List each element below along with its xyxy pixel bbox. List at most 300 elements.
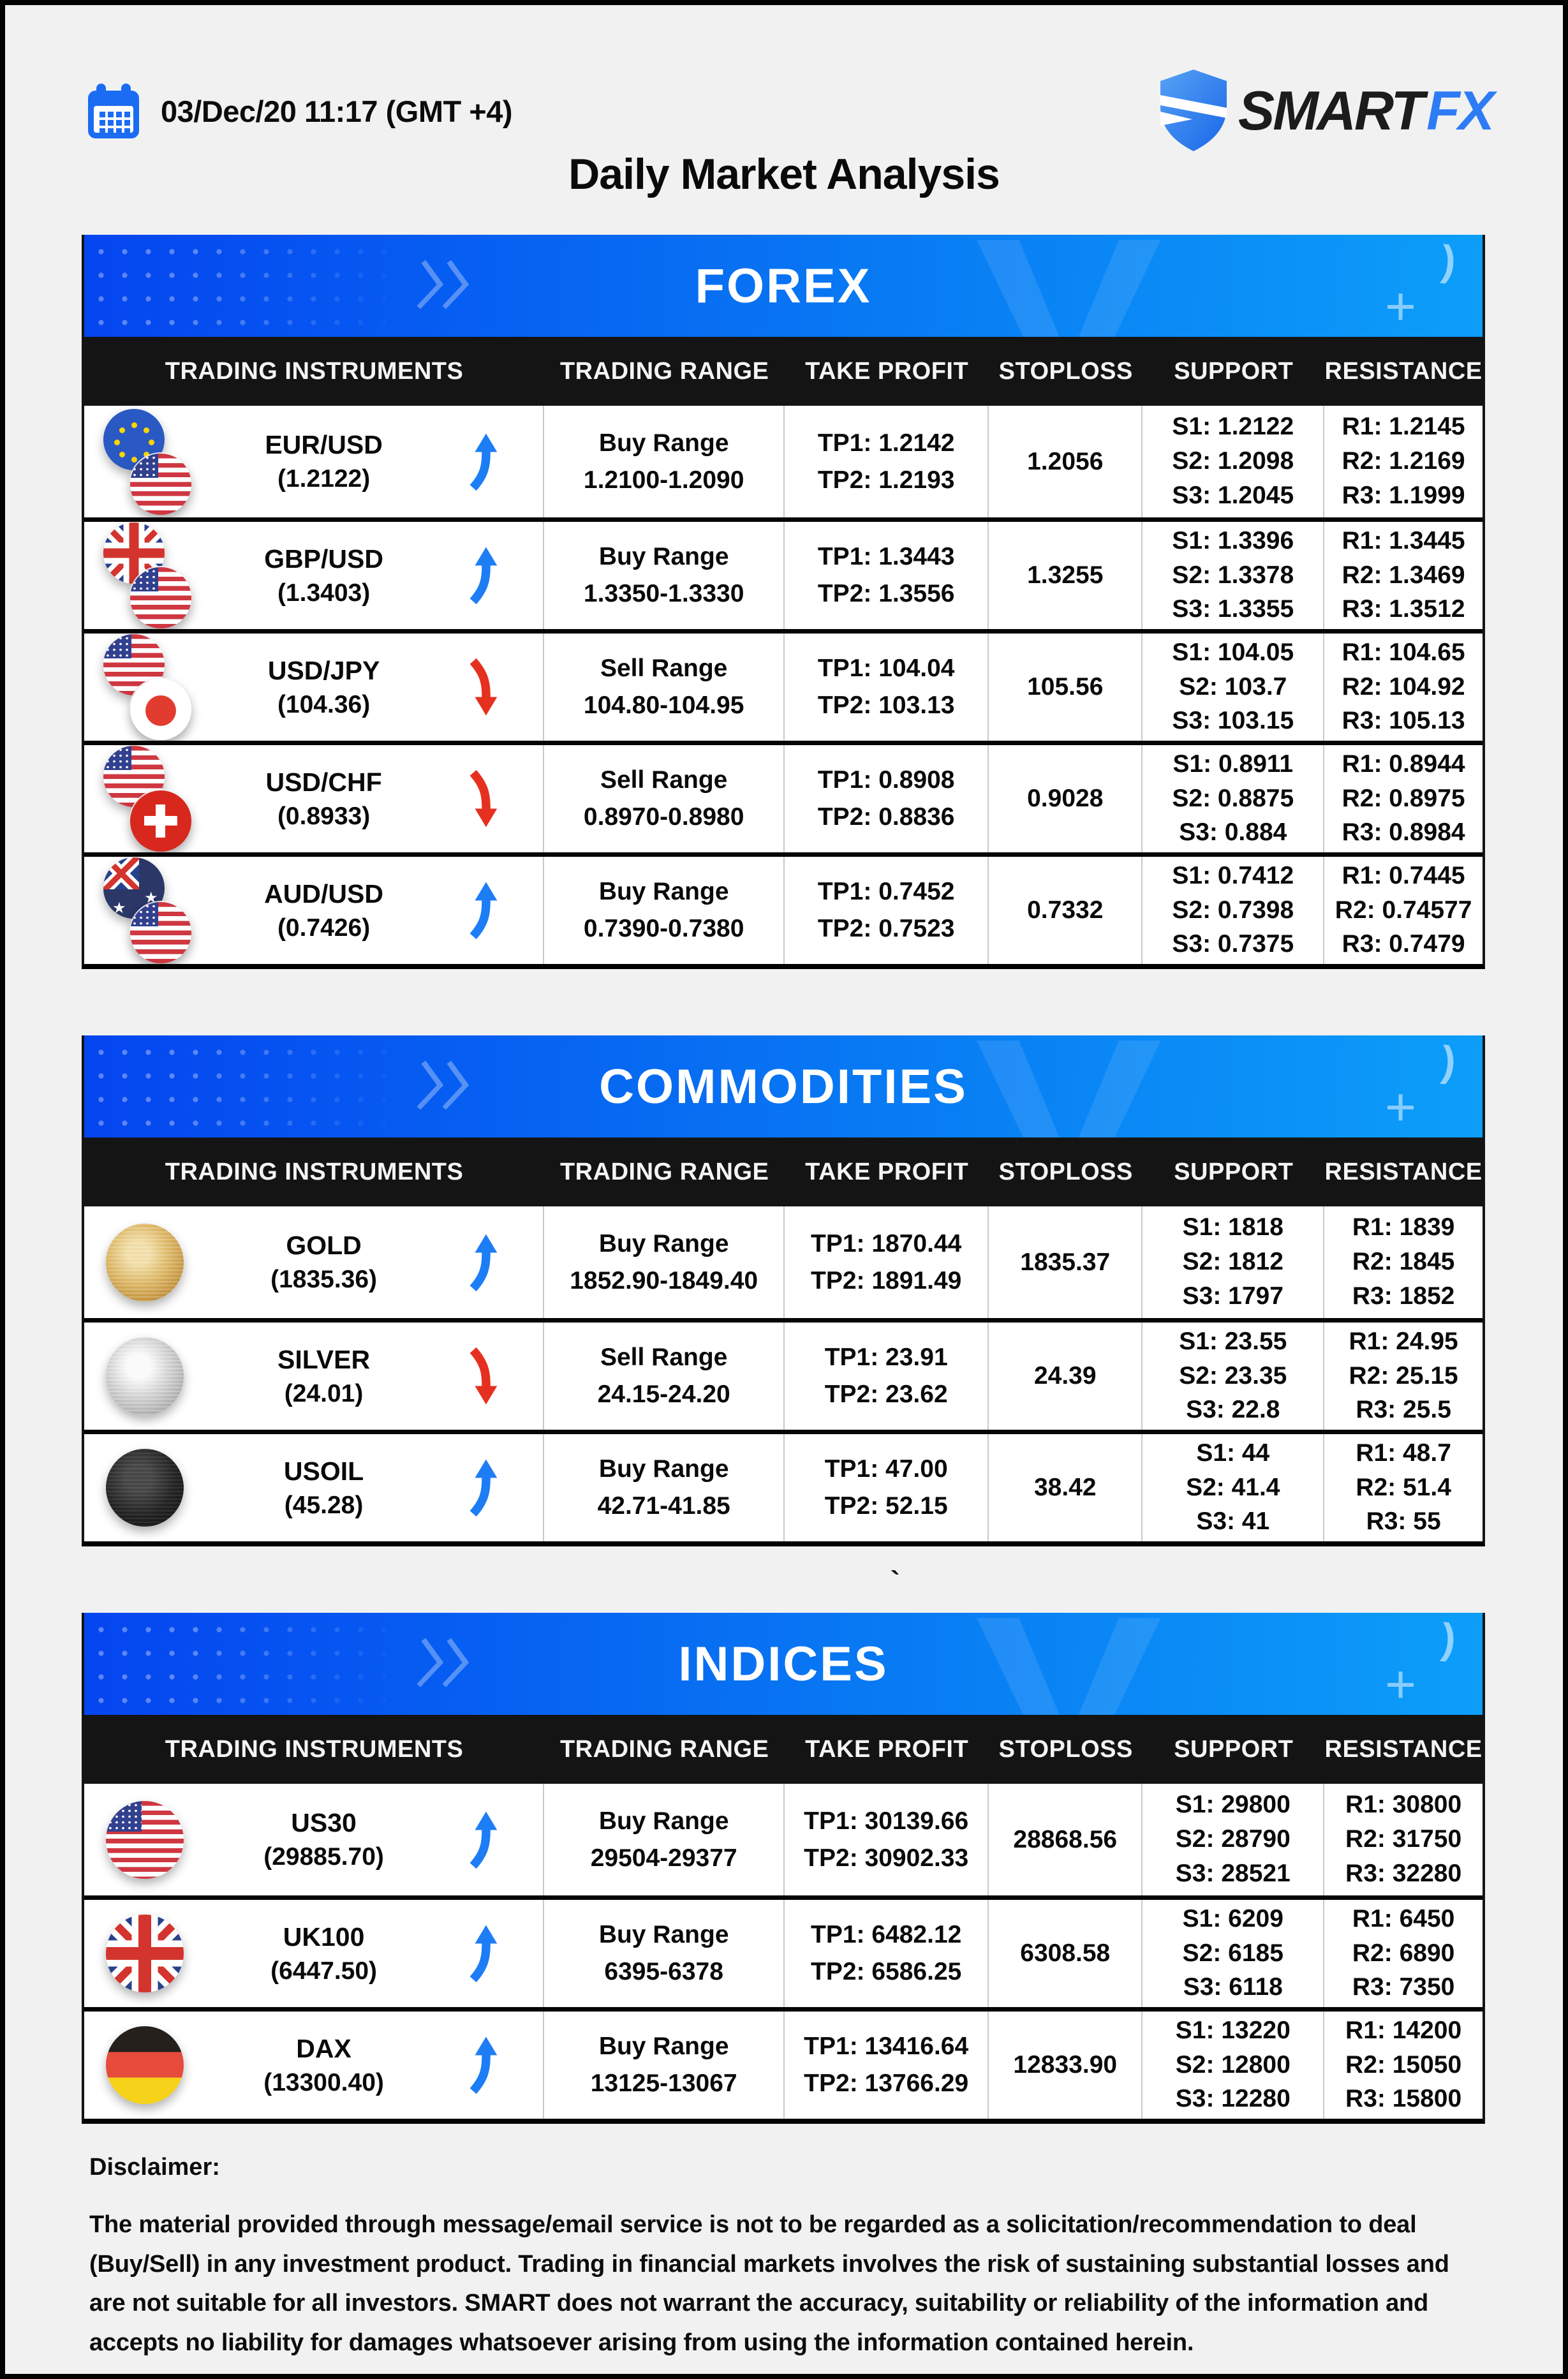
take-profit-cell [785,1206,989,1318]
section-title: FOREX [695,258,872,313]
take-profit-cell [785,634,989,741]
report-date: 03/Dec/20 11:17 (GMT +4) [161,94,512,128]
resistance-level-1: R1: 1839 [1352,1213,1455,1241]
column-header-row [84,1138,1483,1206]
stoploss-value: 6308.58 [1020,1939,1111,1967]
instrument-icon [100,1323,196,1430]
stoploss-value: 0.7332 [1027,896,1104,924]
range-label: Sell Range [600,1344,728,1371]
column-header: TRADING RANGE [559,1735,769,1763]
range-value: 0.7390-0.7380 [583,915,744,942]
range-value: 13125-13067 [590,2070,737,2097]
instrument-price: (29885.70) [263,1843,384,1871]
plus-icon [1385,1657,1416,1711]
resistance-cell [1324,1784,1483,1895]
dot-pattern [84,1613,429,1715]
support-level-3: S3: 12280 [1175,2085,1291,2113]
trading-range-cell [544,2012,785,2119]
ch-flag-icon [130,790,191,852]
instrument-price: (1835.36) [270,1266,378,1293]
table-row [84,1430,1483,1541]
trading-range-cell [544,522,785,629]
resistance-cell [1324,2012,1483,2119]
stoploss-value: 28868.56 [1013,1825,1118,1853]
column-header: STOPLOSS [998,1735,1133,1763]
column-header-row [84,1715,1483,1784]
support-level-3: S3: 22.8 [1186,1396,1280,1424]
support-level-3: S3: 41 [1196,1508,1270,1536]
support-level-3: S3: 1.3355 [1172,595,1294,623]
dot-pattern [84,235,429,337]
table-row [84,2007,1483,2119]
range-value: 1.3350-1.3330 [583,580,744,607]
column-header: TAKE PROFIT [805,1735,969,1763]
instrument-price: (6447.50) [270,1957,378,1985]
trading-range-cell [544,1784,785,1895]
dot-pattern [84,1035,429,1138]
support-cell [1143,2012,1324,2119]
resistance-level-1: R1: 1.2145 [1342,413,1465,441]
up-trend-arrow-icon [451,1917,517,1990]
table-row [84,406,1483,517]
section-title: COMMODITIES [599,1059,968,1114]
instrument-icon [100,1208,196,1317]
smartfx-logo [1155,66,1493,156]
stoploss-value: 1.3255 [1027,561,1104,589]
trading-range-cell [544,1206,785,1318]
resistance-level-3: R3: 0.8984 [1342,819,1465,847]
up-trend-arrow-icon [451,426,517,498]
instrument-name: SILVER [277,1344,371,1374]
take-profit-2: TP2: 103.13 [817,692,955,719]
v-watermark [975,1613,1163,1715]
take-profit-2: TP2: 0.7523 [817,915,955,942]
resistance-level-2: R2: 31750 [1345,1825,1462,1853]
take-profit-2: TP2: 30902.33 [804,1844,969,1872]
resistance-cell [1324,1900,1483,2007]
column-header: SUPPORT [1174,1735,1294,1763]
support-level-1: S1: 1818 [1182,1213,1283,1241]
resistance-cell [1324,522,1483,629]
take-profit-1: TP1: 30139.66 [804,1807,969,1835]
range-label: Buy Range [598,543,729,570]
column-header: RESISTANCE [1324,1158,1483,1185]
disclaimer-label: Disclaimer: [89,2154,220,2181]
trading-range-cell [544,857,785,964]
plus-icon [1385,1080,1416,1134]
resistance-cell [1324,406,1483,517]
instrument-icon [100,1900,196,2007]
resistance-level-3: R3: 1.3512 [1342,595,1465,623]
disclaimer-text: The material provided through message/email service is not to be regarded as a solicitation/recommendation to deal (Buy/Sell) in any investment product. Trading in financial markets involves the risk of sustaining substantial losses and are not suitable for all investors. SMART does not warrant the accuracy, suitability or reliability of the information and accepts no liability for damages whatsoever arising from using the information contained herein. [89,2211,1449,2356]
support-level-1: S1: 13220 [1175,2016,1291,2044]
range-value: 42.71-41.85 [597,1492,730,1520]
de-flag-icon [106,2026,184,2104]
forex-section [82,235,1485,969]
support-level-1: S1: 29800 [1175,1791,1291,1819]
column-header: TAKE PROFIT [805,1158,969,1185]
instrument-cell [84,1206,544,1318]
instrument-cell [84,1323,544,1430]
range-label: Buy Range [598,1807,729,1835]
take-profit-2: TP2: 6586.25 [811,1958,962,1985]
up-trend-arrow-icon [451,1226,517,1299]
bracket-icon [1440,1613,1458,1663]
stoploss-cell [989,1206,1143,1318]
support-level-3: S3: 28521 [1175,1859,1291,1887]
stoploss-cell [989,2012,1143,2119]
resistance-level-2: R2: 6890 [1352,1939,1455,1967]
instrument-name: US30 [291,1808,357,1837]
range-value: 24.15-24.20 [597,1381,730,1408]
take-profit-cell [785,1784,989,1895]
resistance-level-1: R1: 6450 [1352,1904,1455,1932]
instrument-icon [100,1434,196,1541]
indices-section [82,1613,1485,2124]
instrument-cell [84,406,544,517]
take-profit-cell [785,1434,989,1541]
report-date-block [88,84,512,138]
support-level-1: S1: 0.8911 [1172,750,1294,778]
us-flag-icon [130,902,191,963]
support-cell [1143,745,1324,852]
resistance-level-3: R3: 32280 [1345,1859,1462,1887]
up-trend-arrow-icon [451,2029,517,2101]
resistance-level-1: R1: 48.7 [1356,1439,1451,1467]
support-level-1: S1: 1.2122 [1172,413,1294,441]
resistance-level-2: R2: 1.3469 [1342,561,1465,589]
range-label: Buy Range [598,1229,729,1257]
trading-range-cell [544,1434,785,1541]
stoploss-value: 0.9028 [1027,785,1104,812]
instrument-icon [100,857,196,964]
take-profit-2: TP2: 1.2193 [817,466,955,494]
stray-character: ` [891,1566,900,1597]
table-row [84,1784,1483,1895]
instrument-price: (0.8933) [277,802,371,830]
take-profit-2: TP2: 0.8836 [817,803,955,831]
stoploss-cell [989,522,1143,629]
range-label: Buy Range [598,2033,729,2060]
table-row [84,852,1483,964]
support-level-2: S2: 23.35 [1179,1361,1287,1390]
stoploss-value: 24.39 [1033,1362,1097,1390]
support-level-2: S2: 41.4 [1186,1473,1280,1501]
top-bar [88,60,1493,162]
shield-icon [1155,66,1232,156]
up-trend-arrow-icon [451,874,517,947]
range-label: Sell Range [600,766,728,794]
stoploss-cell [989,857,1143,964]
resistance-level-3: R3: 0.7479 [1342,930,1465,958]
take-profit-1: TP1: 0.7452 [817,878,955,905]
instrument-cell [84,1434,544,1541]
resistance-level-3: R3: 55 [1366,1508,1441,1536]
down-trend-arrow-icon [451,762,517,835]
us-flag-icon [106,1801,184,1879]
support-level-2: S2: 28790 [1175,1825,1291,1853]
calendar-icon [88,84,139,138]
section-title: INDICES [678,1636,889,1691]
stoploss-value: 1835.37 [1020,1248,1111,1276]
stoploss-value: 12833.90 [1013,2051,1118,2079]
column-header: TRADING INSTRUMENTS [165,357,464,385]
column-header: RESISTANCE [1324,1735,1483,1763]
v-watermark [975,1035,1163,1138]
support-cell [1143,634,1324,741]
take-profit-1: TP1: 6482.12 [811,1921,962,1948]
resistance-cell [1324,857,1483,964]
instrument-name: DAX [296,2033,351,2063]
column-header: SUPPORT [1174,357,1294,385]
range-value: 6395-6378 [604,1958,723,1985]
stoploss-cell [989,1784,1143,1895]
resistance-level-3: R3: 1.1999 [1342,481,1465,509]
table-row [84,517,1483,629]
trading-range-cell [544,1900,785,2007]
disclaimer [89,2154,1467,2362]
support-level-3: S3: 0.7375 [1172,930,1294,958]
resistance-level-1: R1: 24.95 [1349,1327,1458,1355]
instrument-icon [100,408,196,516]
instrument-name: USD/JPY [267,655,380,685]
resistance-level-2: R2: 51.4 [1356,1473,1451,1501]
oil-icon [106,1449,184,1527]
stoploss-value: 105.56 [1027,673,1104,700]
down-trend-arrow-icon [451,1340,517,1412]
v-watermark [975,235,1163,337]
resistance-level-3: R3: 7350 [1352,1973,1455,2001]
table-row [84,629,1483,741]
resistance-level-1: R1: 30800 [1345,1791,1462,1819]
instrument-price: (24.01) [284,1379,364,1407]
column-header: RESISTANCE [1324,357,1483,385]
column-header: TRADING INSTRUMENTS [165,1735,464,1763]
resistance-cell [1324,634,1483,741]
stoploss-cell [989,1900,1143,2007]
resistance-level-3: R3: 15800 [1345,2085,1462,2113]
instrument-cell [84,2012,544,2119]
resistance-level-2: R2: 1.2169 [1342,447,1465,475]
stoploss-cell [989,1323,1143,1430]
jp-flag-icon [130,679,191,740]
table-row [84,741,1483,852]
take-profit-1: TP1: 1.2142 [817,429,955,457]
instrument-cell [84,857,544,964]
commodities-banner [84,1035,1483,1138]
double-chevron-icon [415,259,475,310]
support-level-2: S2: 1.2098 [1172,447,1294,475]
take-profit-cell [785,1323,989,1430]
resistance-cell [1324,1206,1483,1318]
stoploss-cell [989,745,1143,852]
bracket-icon [1440,235,1458,285]
instrument-price: (1.3403) [277,579,371,607]
resistance-level-2: R2: 0.8975 [1342,784,1465,812]
commodities-table-body [84,1206,1483,1541]
instrument-cell [84,522,544,629]
range-label: Buy Range [598,429,729,457]
resistance-level-3: R3: 25.5 [1356,1396,1451,1424]
support-level-1: S1: 0.7412 [1172,861,1294,889]
resistance-level-1: R1: 1.3445 [1342,526,1465,554]
support-level-2: S2: 0.8875 [1172,784,1294,812]
support-cell [1143,522,1324,629]
commodities-section [82,1035,1485,1546]
stoploss-cell [989,406,1143,517]
up-trend-arrow-icon [451,1804,517,1876]
support-level-2: S2: 1.3378 [1172,561,1294,589]
column-header: TRADING INSTRUMENTS [165,1158,464,1185]
indices-banner [84,1613,1483,1715]
us-flag-icon [130,567,191,628]
stoploss-cell [989,634,1143,741]
range-value: 104.80-104.95 [583,692,744,719]
silver-icon [106,1337,184,1415]
support-level-3: S3: 6118 [1183,1973,1283,2001]
instrument-price: (104.36) [277,690,371,718]
support-cell [1143,1434,1324,1541]
support-cell [1143,1323,1324,1430]
instrument-icon [100,522,196,629]
support-level-1: S1: 23.55 [1179,1327,1287,1355]
trading-range-cell [544,745,785,852]
take-profit-2: TP2: 13766.29 [804,2070,969,2097]
resistance-level-2: R2: 0.74577 [1335,896,1472,924]
support-cell [1143,1900,1324,2007]
instrument-icon [100,745,196,852]
range-label: Buy Range [598,1921,729,1948]
stoploss-value: 38.42 [1033,1474,1097,1501]
column-header: SUPPORT [1174,1158,1294,1185]
instrument-name: UK100 [283,1922,365,1952]
table-row [84,1895,1483,2007]
support-level-2: S2: 103.7 [1179,672,1287,700]
stoploss-value: 1.2056 [1027,447,1104,475]
support-level-2: S2: 0.7398 [1172,896,1294,924]
resistance-cell [1324,1323,1483,1430]
support-level-2: S2: 6185 [1182,1939,1283,1967]
resistance-level-2: R2: 104.92 [1342,672,1465,700]
support-level-2: S2: 12800 [1175,2050,1291,2079]
plus-icon [1385,279,1416,333]
down-trend-arrow-icon [451,651,517,723]
instrument-cell [84,745,544,852]
instrument-price: (0.7426) [277,914,371,942]
instrument-icon [100,634,196,741]
range-value: 0.8970-0.8980 [583,803,744,831]
table-row [84,1206,1483,1318]
take-profit-1: TP1: 1870.44 [811,1229,962,1257]
support-level-3: S3: 1797 [1182,1282,1283,1310]
resistance-level-2: R2: 15050 [1345,2050,1462,2079]
instrument-name: USD/CHF [265,767,382,797]
support-cell [1143,406,1324,517]
support-level-3: S3: 0.884 [1179,819,1287,847]
take-profit-2: TP2: 52.15 [824,1492,948,1520]
instrument-price: (1.2122) [277,465,371,493]
up-trend-arrow-icon [451,1451,517,1524]
column-header-row [84,337,1483,406]
column-header: TRADING RANGE [559,357,769,385]
support-level-3: S3: 103.15 [1172,707,1294,735]
instrument-cell [84,1900,544,2007]
take-profit-cell [785,2012,989,2119]
take-profit-1: TP1: 23.91 [824,1344,948,1371]
take-profit-1: TP1: 104.04 [817,655,955,682]
range-value: 1.2100-1.2090 [583,466,744,494]
column-header: STOPLOSS [998,357,1133,385]
resistance-level-1: R1: 14200 [1345,2016,1462,2044]
instrument-icon [100,2012,196,2119]
support-level-1: S1: 104.05 [1172,638,1294,666]
support-level-1: S1: 1.3396 [1172,526,1294,554]
instrument-name: GOLD [286,1231,362,1260]
support-level-1: S1: 6209 [1182,1904,1283,1932]
resistance-cell [1324,745,1483,852]
resistance-level-3: R3: 105.13 [1342,707,1465,735]
instrument-name: GBP/USD [264,544,383,574]
stoploss-cell [989,1434,1143,1541]
logo-text-fx: FX [1426,80,1493,142]
instrument-name: AUD/USD [264,878,383,908]
take-profit-cell [785,857,989,964]
trading-range-cell [544,634,785,741]
instrument-price: (13300.40) [263,2068,384,2096]
support-level-3: S3: 1.2045 [1172,481,1294,509]
column-header: STOPLOSS [998,1158,1133,1185]
resistance-level-3: R3: 1852 [1352,1282,1455,1310]
take-profit-cell [785,1900,989,2007]
support-level-2: S2: 1812 [1182,1248,1283,1276]
resistance-level-1: R1: 0.7445 [1342,861,1465,889]
support-cell [1143,1206,1324,1318]
instrument-price: (45.28) [284,1491,364,1519]
forex-banner [84,235,1483,337]
logo-text-smart: SMART [1238,80,1423,142]
instrument-icon [100,1786,196,1894]
column-header: TRADING RANGE [559,1158,769,1185]
take-profit-2: TP2: 1.3556 [817,580,955,607]
resistance-level-1: R1: 104.65 [1342,638,1465,666]
forex-table-body [84,406,1483,964]
resistance-level-2: R2: 1845 [1352,1248,1455,1276]
range-value: 29504-29377 [590,1844,737,1872]
range-label: Buy Range [598,1455,729,1483]
gold-icon [106,1224,184,1301]
take-profit-1: TP1: 47.00 [824,1455,948,1483]
range-value: 1852.90-1849.40 [570,1266,758,1294]
resistance-cell [1324,1434,1483,1541]
take-profit-1: TP1: 1.3443 [817,543,955,570]
us-flag-icon [130,454,191,515]
indices-table-body [84,1784,1483,2119]
column-header: TAKE PROFIT [805,357,969,385]
double-chevron-icon [415,1060,475,1111]
support-cell [1143,857,1324,964]
instrument-cell [84,1784,544,1895]
resistance-level-1: R1: 0.8944 [1342,750,1465,778]
bracket-icon [1440,1036,1458,1086]
resistance-level-2: R2: 25.15 [1349,1361,1458,1390]
uk-flag-icon [106,1915,184,1992]
take-profit-1: TP1: 0.8908 [817,766,955,794]
take-profit-1: TP1: 13416.64 [804,2033,969,2060]
take-profit-cell [785,406,989,517]
page-title: Daily Market Analysis [568,150,1000,198]
trading-range-cell [544,1323,785,1430]
range-label: Buy Range [598,878,729,905]
